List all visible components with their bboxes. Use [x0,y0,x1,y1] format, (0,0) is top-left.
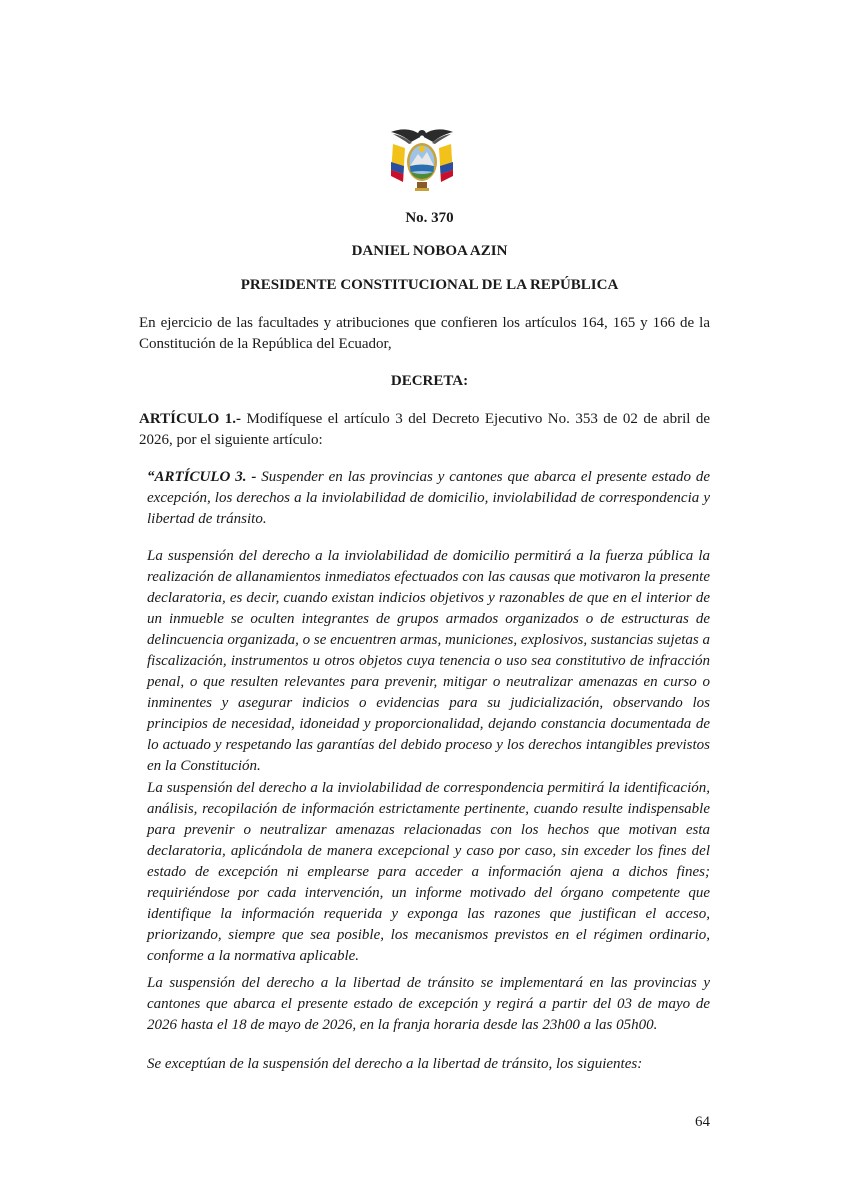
article-1 [139,409,710,451]
decreta-heading: DECRETA: [390,373,469,389]
article-3-text: Suspender en las provincias y cantones que abarca el presente estado de excepción, los derechos a la inviolabilidad de domicilio, inviolabilidad de correspondencia y libertad de tránsito. [147,469,710,527]
article-3-intro [147,467,710,530]
decree-number: No. 370 [405,210,454,226]
article-1-label: ARTÍCULO 1.- [139,411,242,427]
paragraph-transito: La suspensión del derecho a la libertad de tránsito se implementará en las provincias y cantones que abarca el presente estado de excepción y regirá a partir del 03 de mayo de 2026 hasta el 18 de mayo de 2026, en la franja horaria desde las 23h00 a las 05h00. [147,975,710,1033]
article-1-text: Modifíquese el artículo 3 del Decreto Ejecutivo No. 353 de 02 de abril de 2026, por el siguiente artículo: [139,411,711,448]
article-3-label: “ARTÍCULO 3. - [147,469,257,485]
president-name: DANIEL NOBOA AZIN [351,243,508,259]
paragraph-correspondencia: La suspensión del derecho a la inviolabilidad de correspondencia permitirá la identificación, análisis, recopilación de información estrictamente pertinente, cuando resulte indispensable para prevenir o neutralizar amenazas relacionadas con los hechos que motivan esta declaratoria, aplicándola de manera excepcional y caso por caso, sin exceder los fines del estado de excepción ni emplearse para acceder a información ajena a dichos fines; requiriéndose por cada intervención, un informe motivado del órgano competente que identifique la información requerida y exponga las razones que justifican el acceso, priorizando, siempre que sea posible, los mecanismos previstos en el régimen ordinario, conforme a la normativa aplicable. [147,780,710,964]
coat-of-arms-icon [387,122,457,194]
page-number: 64 [695,1114,710,1130]
paragraph-excepciones: Se exceptúan de la suspensión del derecho a la libertad de tránsito, los siguientes: [147,1056,643,1072]
president-title: PRESIDENTE CONSTITUCIONAL DE LA REPÚBLICA [240,277,619,293]
preamble: En ejercicio de las facultades y atribuciones que confieren los artículos 164, 165 y 166 de la Constitución de la República del Ecuador, [139,315,710,352]
paragraph-domicilio: La suspensión del derecho a la inviolabilidad de domicilio permitirá a la fuerza pública la realización de allanamientos inmediatos efectuados con las causas que motivaron la presente declaratoria, es decir, cuando existan indicios objetivos y razonables de que en el interior de un inmueble se oculten integrantes de grupos armados organizados o de estructuras de delincuencia organizada, o se encuentren armas, municiones, explosivos, sustancias sujetas a fiscalización, instrumentos u otros objetos cuya tenencia o uso sea constitutivo de infracción penal, o que resulten relevantes para prevenir, mitigar o neutralizar amenazas en curso o inminentes y asegurar indicios o evidencias para su judicialización, observando los principios de necesidad, idoneidad y proporcionalidad, dejando constancia documentada de lo actuado y respetando las garantías del debido proceso y los derechos intangibles previstos en la Constitución. [147,548,710,774]
